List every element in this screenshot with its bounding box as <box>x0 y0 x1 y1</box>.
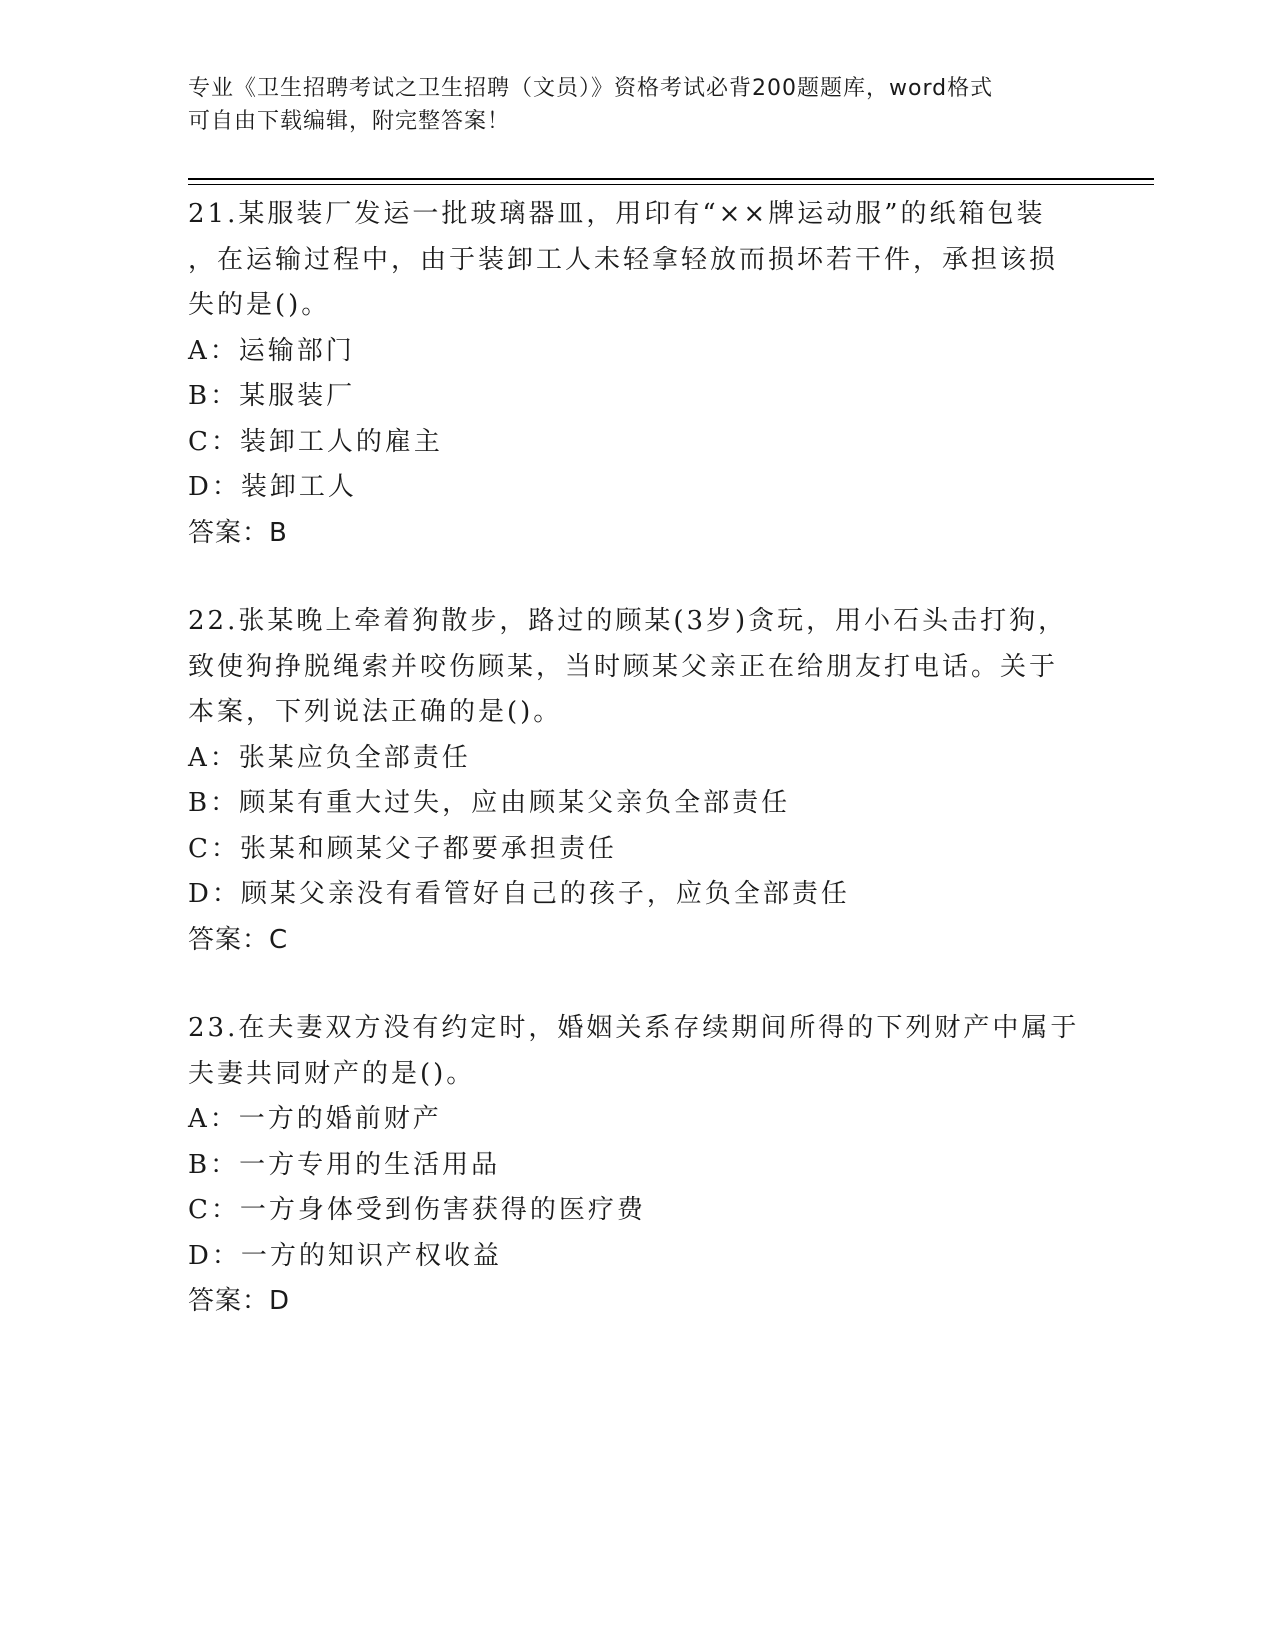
question-stem-line: 21.某服装厂发运一批玻璃器皿，用印有“××牌运动服”的纸箱包装 <box>188 199 1046 229</box>
question-21 <box>188 192 1088 556</box>
document-header <box>188 72 1068 138</box>
question-list <box>188 192 1088 1325</box>
option-b: B：某服装厂 <box>188 381 356 411</box>
question-spacer <box>188 963 1088 1006</box>
header-divider-thick <box>188 178 1154 180</box>
question-stem-line: 22.张某晚上牵着狗散步，路过的顾某(3岁)贪玩，用小石头击打狗， <box>188 606 1068 636</box>
question-stem-line: 致使狗挣脱绳索并咬伤顾某，当时顾某父亲正在给朋友打电话。关于 <box>188 651 1059 682</box>
question-stem-line: 失的是()。 <box>188 290 331 320</box>
answer-line: 答案：D <box>188 1286 291 1316</box>
question-spacer <box>188 556 1088 599</box>
option-b: B：一方专用的生活用品 <box>188 1149 501 1180</box>
header-divider-thin <box>188 184 1154 185</box>
option-c: C：装卸工人的雇主 <box>188 426 443 457</box>
option-d: D：顾某父亲没有看管好自己的孩子，应负全部责任 <box>188 879 850 909</box>
option-d: D：一方的知识产权收益 <box>188 1240 502 1271</box>
option-b: B：顾某有重大过失，应由顾某父亲负全部责任 <box>188 788 791 818</box>
answer-line: 答案：C <box>188 924 289 955</box>
header-title-line-1: 专业《卫生招聘考试之卫生招聘（文员）》资格考试必背200题题库，word格式 <box>188 76 994 101</box>
question-22 <box>188 599 1088 963</box>
option-a: A：一方的婚前财产 <box>188 1104 442 1134</box>
question-stem-line: 夫妻共同财产的是()。 <box>188 1058 476 1089</box>
header-title-line-2: 可自由下载编辑，附完整答案！ <box>188 109 511 134</box>
question-23 <box>188 1006 1088 1325</box>
question-stem-line: 23.在夫妻双方没有约定时，婚姻关系存续期间所得的下列财产中属于 <box>188 1013 1080 1043</box>
option-a: A：张某应负全部责任 <box>188 742 471 773</box>
option-d: D：装卸工人 <box>188 472 357 502</box>
question-stem-line: 本案，下列说法正确的是()。 <box>188 697 563 727</box>
option-a: A：运输部门 <box>188 335 355 366</box>
answer-line: 答案：B <box>188 517 288 548</box>
option-c: C：张某和顾某父子都要承担责任 <box>188 833 617 864</box>
question-stem-line: ，在运输过程中，由于装卸工人未轻拿轻放而损坏若干件，承担该损 <box>188 244 1059 275</box>
option-c: C：一方身体受到伤害获得的医疗费 <box>188 1195 646 1225</box>
